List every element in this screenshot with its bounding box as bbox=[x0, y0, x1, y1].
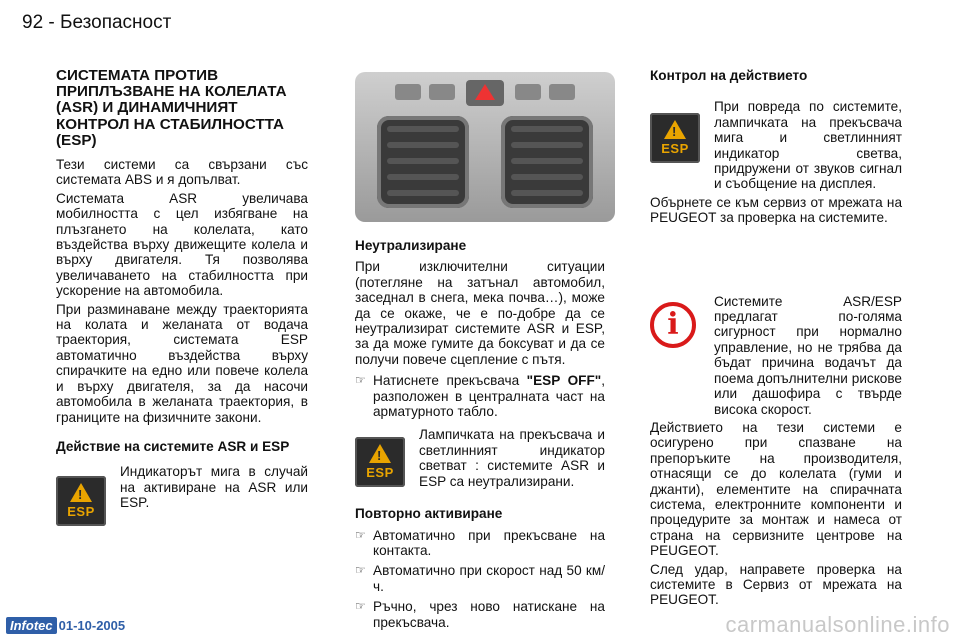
info-block bbox=[650, 294, 902, 420]
arrow-bullet-icon: ☞ bbox=[355, 563, 366, 578]
infotec-logo: Infotec bbox=[6, 617, 57, 634]
watermark: carmanualsonline.info bbox=[725, 612, 950, 637]
action-block bbox=[56, 464, 308, 526]
list-item: ☞ Ръчно, чрез ново натискане на прекъсвача. bbox=[355, 599, 605, 630]
paragraph: Обърнете се към сервиз от мрежата на PEUGEOT за проверка на системите. bbox=[650, 194, 902, 226]
esp-warning-icon: ! ESP bbox=[56, 476, 106, 526]
hazard-button-icon bbox=[466, 80, 504, 106]
reactivate-title: Повторно активиране bbox=[355, 506, 503, 522]
action-title: Действие на системите ASR и ESP bbox=[56, 438, 290, 454]
middle-column bbox=[355, 238, 605, 635]
control-title: Контрол на действието bbox=[650, 68, 808, 83]
list-item: ☞ Автоматично при прекъсване на контакта. bbox=[355, 527, 605, 558]
action-text: Индикаторът мига в случай на активиране на ASR или ESP. bbox=[120, 464, 308, 511]
paragraph: След удар, направете проверка на системите в Сервиз от мрежата на PEUGEOT. bbox=[650, 561, 902, 608]
neutralize-title: Неутрализиране bbox=[355, 238, 467, 253]
control-text: При повреда по системите, лампичката на прекъсвача мига и светлинният индикатор светва, придружени от звуков сигнал и съобщение на дисплея. bbox=[714, 99, 902, 192]
footer-date: 01-10-2005 bbox=[58, 618, 126, 633]
paragraph: Тези системи са свързани със системата ABS и я допълват. bbox=[56, 157, 308, 188]
page-title: 92 - Безопасност bbox=[22, 12, 172, 33]
left-column bbox=[56, 68, 308, 526]
info-text: Системите ASR/ESP предлагат по-голяма сигурност при нормално управление, но не трябва да бъдат причина водачът да поема допълнителни рискове или дашофира с твърде висока скорост. bbox=[714, 293, 902, 417]
arrow-bullet-icon: ☞ bbox=[355, 373, 366, 388]
paragraph: При изключителни ситуации (потегляне на затънал автомобил, заседнал в снега, мека почва…), може да се окаже, че е по-добре да се неутрализират системите ASR и ESP, за да може гумите да боксуват и да се получи повече сцепление с пътя. bbox=[355, 259, 605, 367]
list-item: ☞ Автоматично при скорост над 50 км/ч. bbox=[355, 563, 605, 594]
paragraph: Системата ASR увеличава мобилността с цел избягване на плъзгането на колелата, като въздейства върху движещите колела и върху двигателя. Тя позволява увеличаването на стабилността при ускорение на автомобила. bbox=[56, 190, 308, 299]
dashboard-illustration bbox=[355, 72, 615, 222]
section-title-asr-esp: СИСТЕМАТА ПРОТИВ ПРИПЛЪЗВАНЕ НА КОЛЕЛАТА (ASR) И ДИНАМИЧНИЯТ КОНТРОЛ НА СТАБИЛНОСТТА (ESP) bbox=[56, 67, 287, 149]
list-item: ☞ Натиснете прекъсвача "ESP OFF", разположен в централната част на арматурното табло. bbox=[355, 373, 605, 420]
esp-warning-icon: ! ESP bbox=[650, 113, 700, 163]
paragraph: Действието на тези системи е осигурено при спазване на препоръките на производителя, отнасящи се до колелата (гуми и джанти), елементите на спирачната система, електронните компоненти и процедурите за монтаж и намеса от страна на сервизните центрове на PEUGEOT. bbox=[650, 419, 902, 559]
lamp-text: Лампичката на прекъсвача и светлинният индикатор светват : системите ASR и ESP са неутрализирани. bbox=[419, 427, 605, 489]
esp-warning-icon: ! ESP bbox=[355, 437, 405, 487]
info-icon: i bbox=[650, 302, 696, 348]
footer bbox=[6, 617, 125, 634]
lamp-block bbox=[355, 427, 605, 492]
arrow-bullet-icon: ☞ bbox=[355, 599, 366, 614]
paragraph: При разминаване между траекторията на колата и желаната от водача траектория, системата ESP автоматично въздейства върху спирачките на едно или повече колела и върху двигателя, за да насочи автомобила в желаната траектория, в границите на физичните закони. bbox=[56, 301, 308, 425]
right-column bbox=[650, 68, 902, 611]
arrow-bullet-icon: ☞ bbox=[355, 527, 366, 542]
control-block bbox=[650, 99, 902, 194]
